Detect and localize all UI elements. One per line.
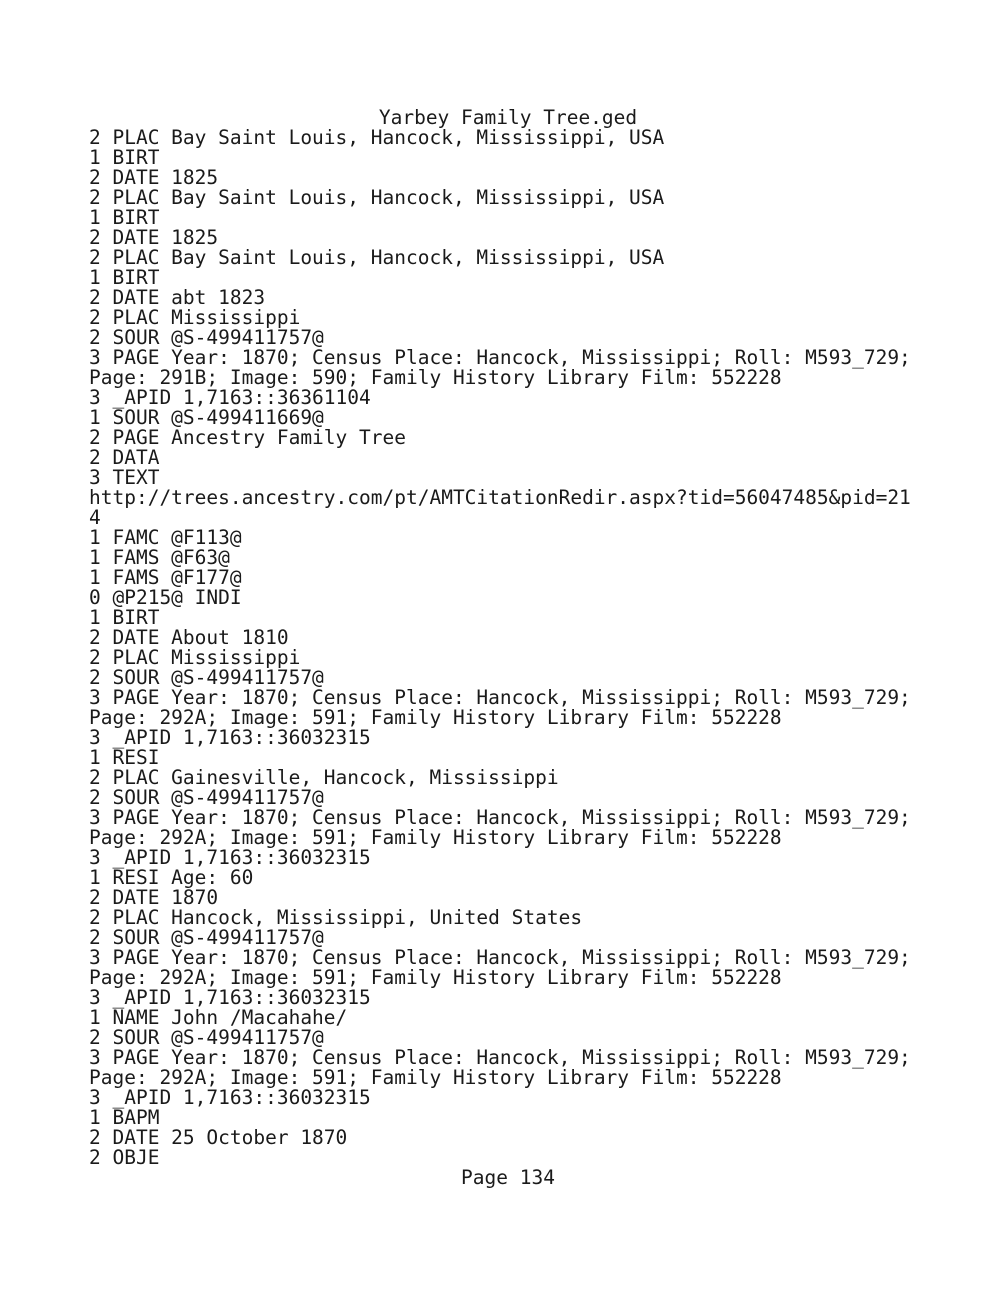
text-line: 2 PLAC Gainesville, Hancock, Mississippi	[89, 766, 559, 789]
text-line: 1 BIRT	[89, 606, 160, 629]
text-line: 3 PAGE Year: 1870; Census Place: Hancock, Mississippi; Roll: M593_729;	[89, 346, 911, 369]
text-line: Page: 291B; Image: 590; Family History Library Film: 552228	[89, 366, 782, 389]
text-line: 4	[89, 506, 101, 529]
text-line: 1 NAME John /Macahahe/	[89, 1006, 348, 1029]
text-line: 3 _APID 1,7163::36032315	[89, 726, 371, 749]
text-line: 3 TEXT	[89, 466, 160, 489]
text-line: 2 PLAC Bay Saint Louis, Hancock, Mississippi, USA	[89, 186, 665, 209]
text-line: 2 SOUR @S-499411757@	[89, 786, 324, 809]
text-line: 1 BAPM	[89, 1106, 160, 1129]
text-line: 1 FAMS @F63@	[89, 546, 230, 569]
text-line: 2 PLAC Bay Saint Louis, Hancock, Mississippi, USA	[89, 126, 665, 149]
text-line: 2 SOUR @S-499411757@	[89, 326, 324, 349]
text-line: 2 DATE 25 October 1870	[89, 1126, 348, 1149]
text-line: 2 OBJE	[89, 1146, 160, 1169]
text-line: 1 SOUR @S-499411669@	[89, 406, 324, 429]
text-line: Page: 292A; Image: 591; Family History Library Film: 552228	[89, 1066, 782, 1089]
document-title: Yarbey Family Tree.ged	[378, 106, 638, 129]
text-line: 1 FAMC @F113@	[89, 526, 242, 549]
text-line: 2 SOUR @S-499411757@	[89, 666, 324, 689]
text-line: 2 SOUR @S-499411757@	[89, 1026, 324, 1049]
text-line: 1 RESI Age: 60	[89, 866, 254, 889]
text-line: 2 PAGE Ancestry Family Tree	[89, 426, 406, 449]
text-line: 3 PAGE Year: 1870; Census Place: Hancock, Mississippi; Roll: M593_729;	[89, 686, 911, 709]
text-line: 2 DATE 1870	[89, 886, 219, 909]
page-number: Page 134	[461, 1166, 555, 1189]
text-line: 3 PAGE Year: 1870; Census Place: Hancock, Mississippi; Roll: M593_729;	[89, 806, 911, 829]
text-line: 2 DATA	[89, 446, 160, 469]
text-line: Page: 292A; Image: 591; Family History Library Film: 552228	[89, 706, 782, 729]
text-line: 1 BIRT	[89, 146, 160, 169]
text-line: 0 @P215@ INDI	[89, 586, 242, 609]
text-line: Page: 292A; Image: 591; Family History Library Film: 552228	[89, 826, 782, 849]
text-line: 3 PAGE Year: 1870; Census Place: Hancock, Mississippi; Roll: M593_729;	[89, 946, 911, 969]
text-line: 3 _APID 1,7163::36032315	[89, 846, 371, 869]
text-line: 1 BIRT	[89, 266, 160, 289]
text-line: 2 DATE 1825	[89, 166, 219, 189]
text-line: 3 PAGE Year: 1870; Census Place: Hancock, Mississippi; Roll: M593_729;	[89, 1046, 911, 1069]
text-line: 1 RESI	[89, 746, 160, 769]
text-line: 2 PLAC Mississippi	[89, 646, 301, 669]
text-line: 3 _APID 1,7163::36032315	[89, 1086, 371, 1109]
text-line: 2 DATE 1825	[89, 226, 219, 249]
text-line: 2 PLAC Hancock, Mississippi, United States	[89, 906, 583, 929]
document-body	[89, 128, 969, 1168]
text-line: 2 SOUR @S-499411757@	[89, 926, 324, 949]
text-line: 2 DATE abt 1823	[89, 286, 266, 309]
text-line: 3 _APID 1,7163::36361104	[89, 386, 371, 409]
text-line: 1 BIRT	[89, 206, 160, 229]
text-line: 1 FAMS @F177@	[89, 566, 242, 589]
text-line: 2 DATE About 1810	[89, 626, 289, 649]
text-line: 2 PLAC Bay Saint Louis, Hancock, Mississippi, USA	[89, 246, 665, 269]
text-line: http://trees.ancestry.com/pt/AMTCitationRedir.aspx?tid=56047485&pid=21	[89, 486, 911, 509]
text-line: 3 _APID 1,7163::36032315	[89, 986, 371, 1009]
text-line: Page: 292A; Image: 591; Family History Library Film: 552228	[89, 966, 782, 989]
text-line: 2 PLAC Mississippi	[89, 306, 301, 329]
